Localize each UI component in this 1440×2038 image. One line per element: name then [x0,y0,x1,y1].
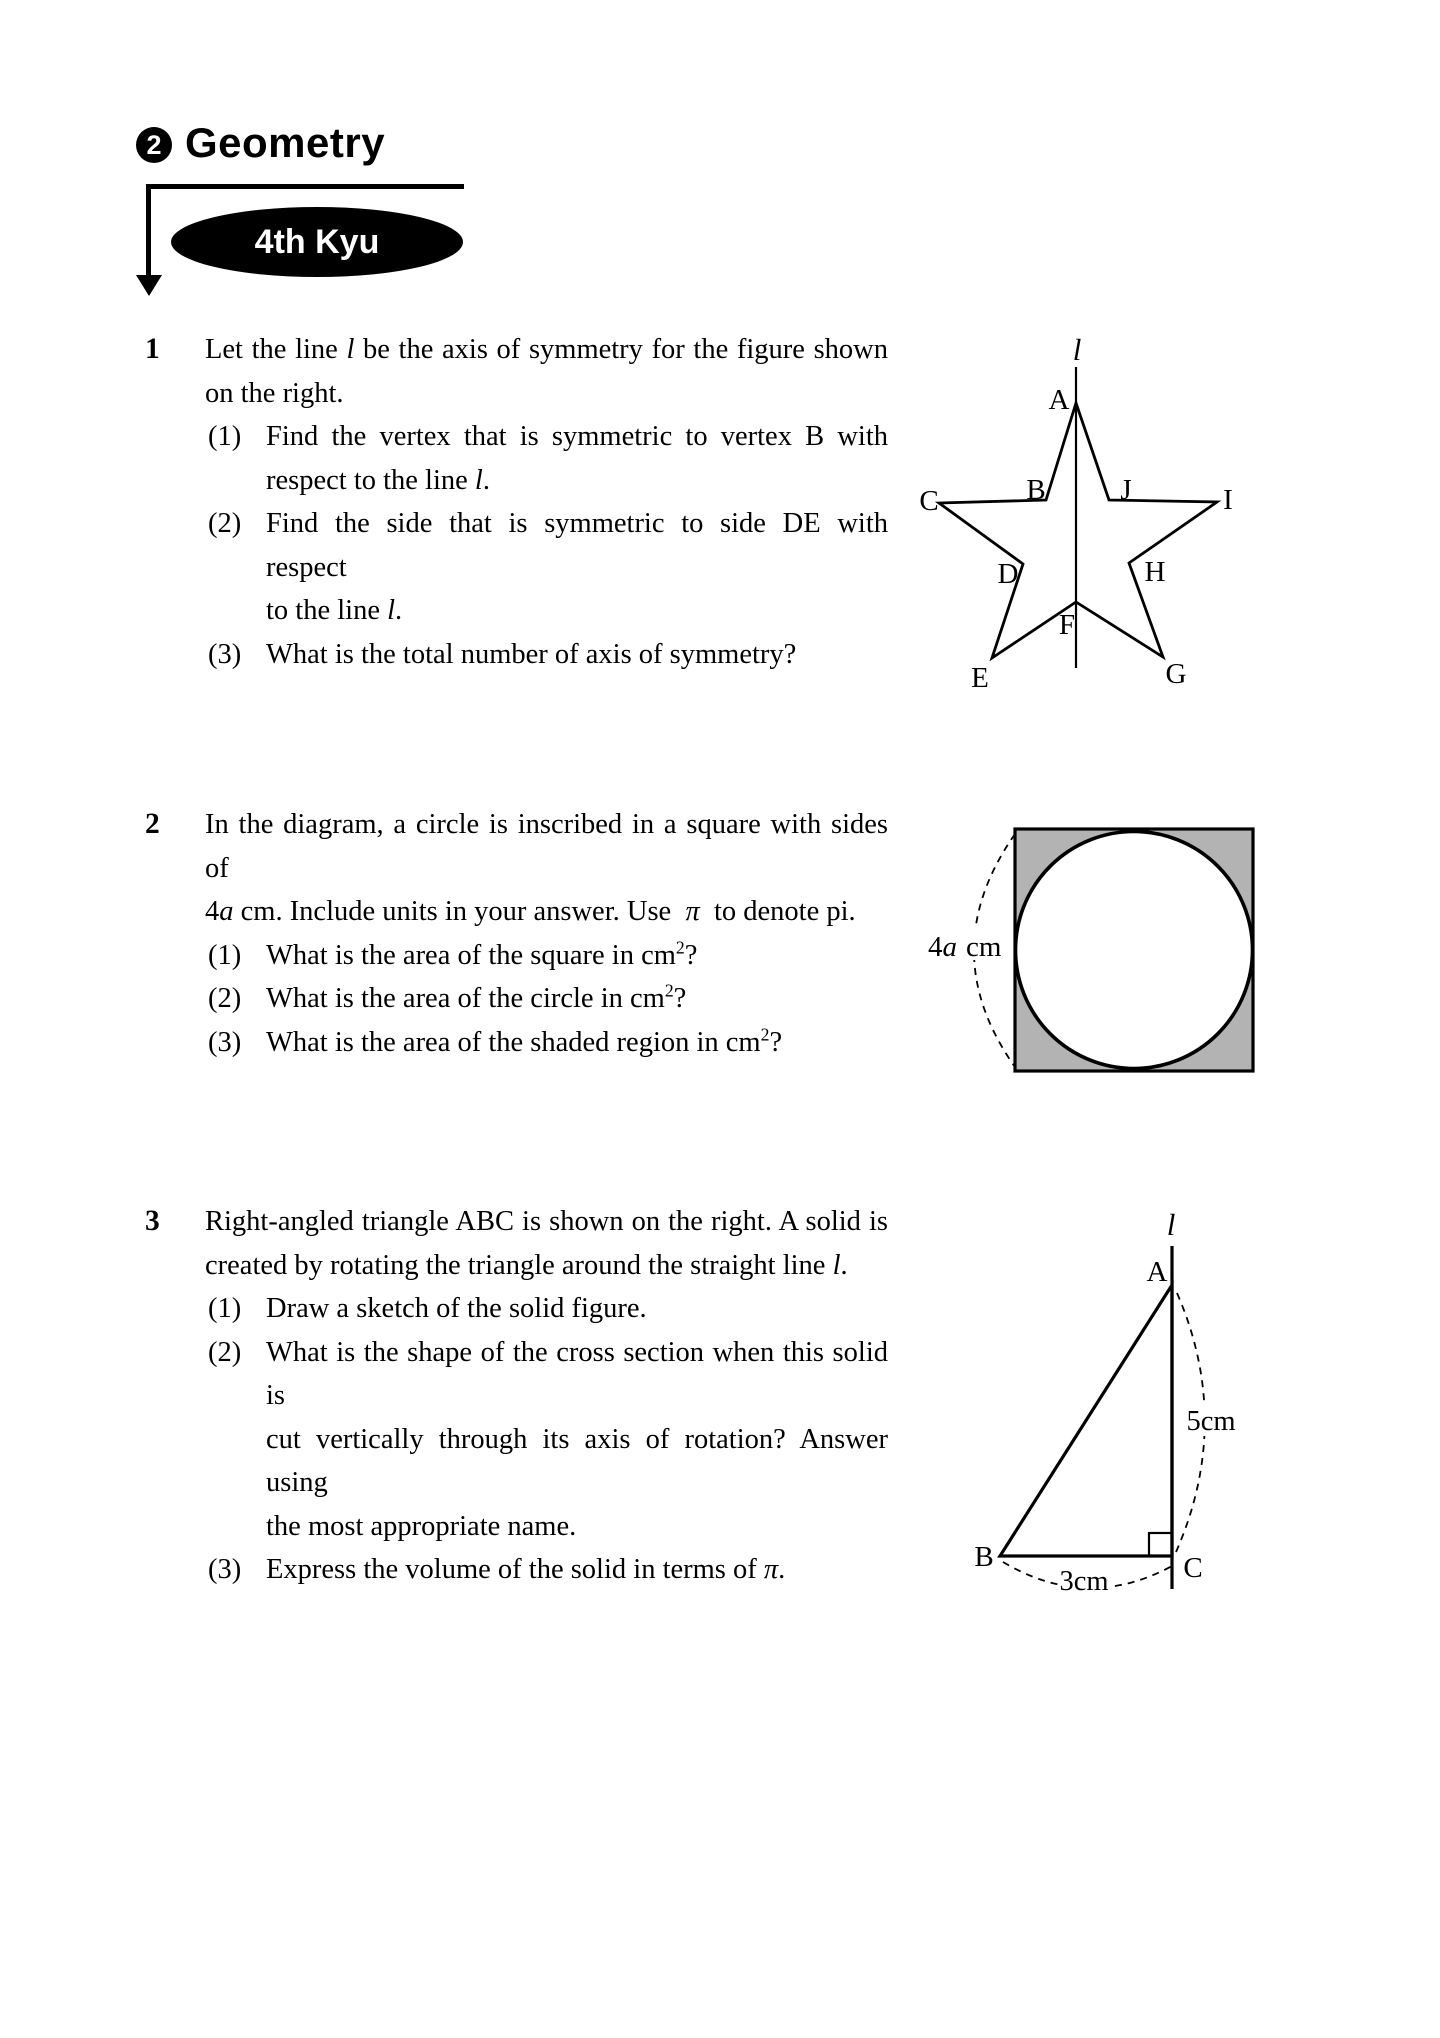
problem-2-part-1 [205,934,888,978]
problem-3-part-1 [205,1287,888,1331]
axis-label-l: l [1072,332,1082,367]
part-marker: (2) [208,508,242,539]
problem-3-number: 3 [145,1205,160,1237]
problem-2-line: In the diagram, a circle is inscribed in a square with sides of [205,809,888,884]
right-triangle-figure [938,1205,1260,1605]
triangle-abc [1000,1285,1172,1556]
star-outline [939,403,1217,658]
problem-1 [145,328,889,676]
right-angle-marker [1149,1533,1172,1556]
problem-1-line: Let the line l be the axis of symmetry for the figure shown [205,334,889,365]
vertex-label-e: E [971,662,989,694]
problem-1-number: 1 [145,333,160,365]
star-symmetry-figure [880,330,1265,702]
problem-2 [145,803,888,1064]
base-length-label: 3cm [1059,1566,1109,1597]
down-arrow-icon [136,275,162,296]
vertex-label-f: F [1058,609,1076,641]
vertex-label-c: C [919,485,939,517]
part-text: Draw a sketch of the solid figure. [266,1293,647,1324]
part-marker: (2) [208,983,242,1014]
problem-2-part-3 [205,1021,888,1065]
problem-1-part-1 [205,415,888,459]
part-marker: (3) [208,638,242,670]
level-badge-label: 4th Kyu [254,222,380,261]
vertex-label-d: D [997,558,1019,590]
part-text: Express the volume of the solid in terms of π. [266,1554,786,1585]
axis-label-l: l [1166,1207,1176,1242]
part-text: What is the area of the square in $cm^2$? [266,937,698,971]
problem-3-part-2-cont: cut vertically through its axis of rotation? Answer using [266,1423,888,1498]
problem-3-part-2-cont: the most appropriate name. [266,1510,577,1542]
problem-1-part-2-cont: to the line l. [266,595,403,626]
part-text: What is the area of the shaded region in $cm^2$? [266,1024,783,1058]
problem-2-number: 2 [145,808,160,840]
vertex-label-c: C [1183,1552,1203,1584]
problem-3 [145,1200,888,1592]
part-marker: (3) [208,1554,242,1585]
problem-3-part-2 [205,1331,888,1418]
badge-bracket-horizontal-line [146,184,464,189]
vertex-label-b: B [974,1541,994,1573]
height-length-label: 5cm [1186,1406,1236,1437]
vertex-label-b: B [1026,474,1046,506]
part-marker: (1) [208,939,242,971]
part-marker: (1) [208,1293,242,1324]
problem-1-part-2 [205,502,888,589]
part-text: What is the area of the circle in $cm^2$? [266,980,687,1014]
problem-3-line: Right-angled triangle ABC is shown on the right. A solid is [205,1206,888,1237]
part-text: Find the vertex that is symmetric to vertex B with [266,421,888,452]
problem-3-line: created by rotating the triangle around the straight line l. [205,1249,848,1281]
part-text: What is the total number of axis of symmetry? [266,638,797,670]
problem-2-part-2 [205,977,888,1021]
part-marker: (1) [208,421,242,452]
section-number: 2 [146,129,162,160]
part-text: Find the side that is symmetric to side DE with respect [266,508,888,583]
vertex-label-j: J [1120,474,1132,506]
side-length-label: 4a cm [928,931,1002,963]
vertex-label-g: G [1165,658,1187,690]
level-badge [171,207,463,277]
vertex-label-i: I [1223,484,1233,516]
section-number-badge [136,127,172,163]
problem-2-line: 4a cm. Include units in your answer. Use π to denote pi. [205,896,856,927]
page-title: Geometry [185,119,386,166]
part-marker: (3) [208,1026,242,1058]
problem-1-part-3 [205,633,888,677]
vertex-label-a: A [1146,1256,1168,1288]
section-header [136,119,386,168]
part-text: What is the shape of the cross section when this solid is [266,1336,888,1411]
vertex-label-h: H [1144,556,1166,588]
part-marker: (2) [208,1336,242,1368]
problem-1-part-1-cont: respect to the line l. [266,464,490,496]
inscribed-circle-figure [900,815,1270,1083]
inscribed-circle [1016,832,1253,1069]
badge-bracket-vertical-line [146,184,151,277]
problem-1-line: on the right. [205,377,344,409]
vertex-label-a: A [1048,384,1070,416]
problem-3-part-3 [205,1548,888,1592]
